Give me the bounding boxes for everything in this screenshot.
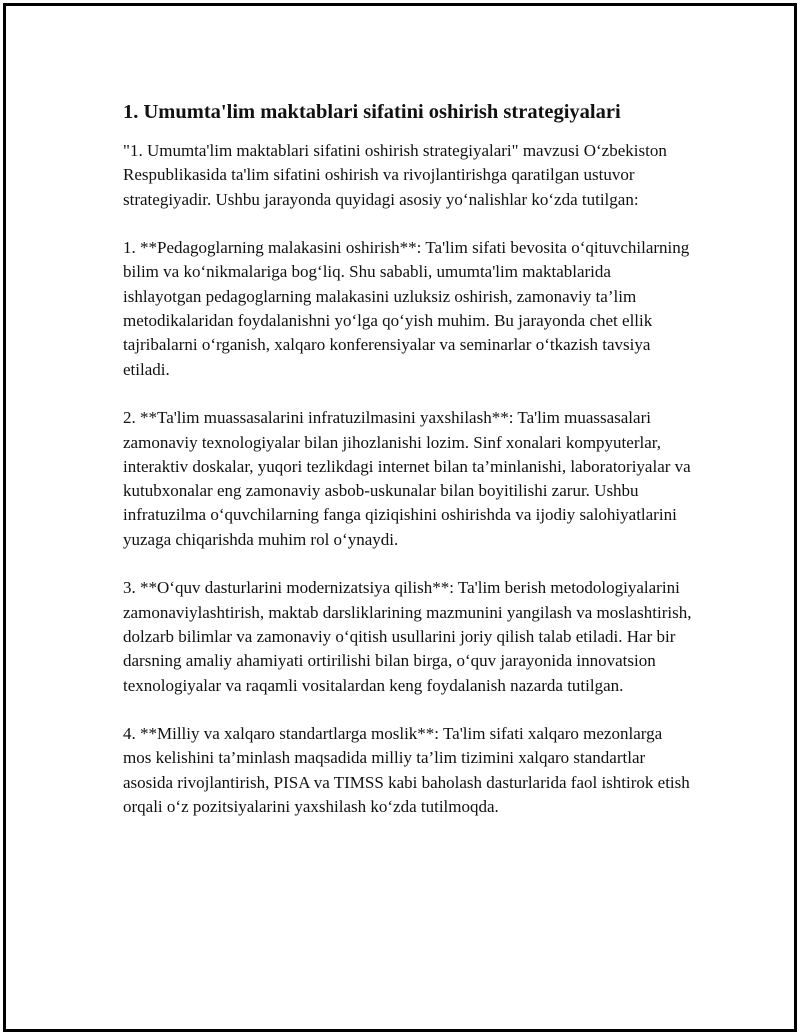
document-page [3,3,797,1032]
intro-paragraph: "1. Umumta'lim maktablari sifatini oshirish strategiyalari" mavzusi O‘zbekiston Respublikasida ta'lim sifatini oshirish va rivojlantirishga qaratilgan ustuvor strategiyadir. Ushbu jarayonda quyidagi asosiy yo‘nalishlar ko‘zda tutilgan: [123,141,667,209]
paragraph-curriculum: 3. **O‘quv dasturlarini modernizatsiya qilish**: Ta'lim berish metodologiyalarini zamonaviylashtirish, maktab darsliklarining mazmunini yangilash va moslashtirish, dolzarb bilimlar va zamonaviy o‘qitish usullarini joriy qilish talab etiladi. Har bir darsning amaliy ahamiyati ortirilishi bilan birga, o‘quv jarayonida innovatsion texnologiyalar va raqamli vositalardan keng foydalanish nazarda tutilgan. [123,578,692,695]
document-title: 1. Umumta'lim maktablari sifatini oshirish strategiyalari [123,101,621,123]
paragraph-pedagogues: 1. **Pedagoglarning malakasini oshirish**: Ta'lim sifati bevosita o‘qituvchilarning bilim va ko‘nikmalariga bog‘liq. Shu sababli, umumta'lim maktablarida ishlayotgan pedagoglarning malakasini uzluksiz oshirish, zamonaviy ta’lim metodikalaridan foydalanishni yo‘lga qo‘yish muhim. Bu jarayonda chet ellik tajribalarni o‘rganish, xalqaro konferensiyalar va seminarlar o‘tkazish tavsiya etiladi. [123,238,690,379]
paragraph-standards: 4. **Milliy va xalqaro standartlarga moslik**: Ta'lim sifati xalqaro mezonlarga mos kelishini ta’minlash maqsadida milliy ta’lim tizimini xalqaro standartlar asosida rivojlantirish, PISA va TIMSS kabi baholash dasturlarida faol ishtirok etish orqali o‘z pozitsiyalarini yaxshilash ko‘zda tutilmoqda. [123,724,690,817]
document-content [123,99,693,819]
paragraph-infrastructure: 2. **Ta'lim muassasalarini infratuzilmasini yaxshilash**: Ta'lim muassasalari zamonaviy texnologiyalar bilan jihozlanishi lozim. Sinf xonalari kompyuterlar, interaktiv doskalar, yuqori tezlikdagi internet bilan ta’minlanishi, laboratoriyalar va kutubxonalar eng zamonaviy asbob-uskunalar bilan boyitilishi zarur. Ushbu infratuzilma o‘quvchilarning fanga qiziqishini oshirishda va ijodiy salohiyatlarini yuzaga chiqarishda muhim rol o‘ynaydi. [123,408,691,549]
